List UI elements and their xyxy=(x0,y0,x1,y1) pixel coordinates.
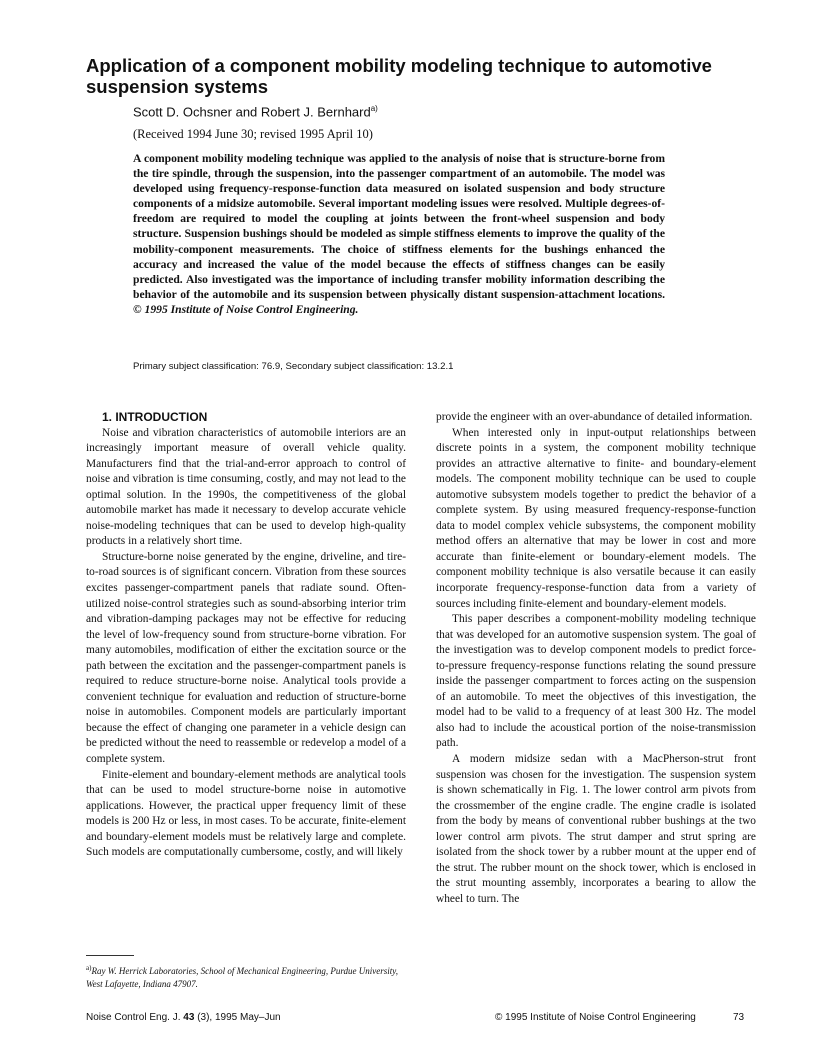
paragraph: A modern midsize sedan with a MacPherson-strut front suspension was chosen for the investigation. The suspension system is shown schematically in Fig. 1. The lower control arm pivots from the crossmember of the engine cradle. The engine cradle is isolated from the body by means of conventional rubber bushings at the two lower control arm pivots. The strut damper and strut spring are isolated from the shock tower by a rubber mount at the upper end of the strut. The rubber mount on the shock tower, which is enclosed in the strut mounting assembly, incorporates a bearing to allow the wheel to turn. The xyxy=(436,753,756,905)
abstract-copyright: © 1995 Institute of Noise Control Engineering. xyxy=(133,302,359,316)
paragraph: Noise and vibration characteristics of automobile interiors are an increasingly important measure of overall vehicle quality. Manufacturers find that the trial-and-error approach to control of noise and vibration is time consuming, costly, and may not lead to the optimal solution. In the 1990s, the competitiveness of the global automobile market has made it necessary to develop accurate vehicle noise-modeling techniques that can be used to develop high-quality products in a relatively short time. xyxy=(86,426,406,548)
footnote-text: Ray W. Herrick Laboratories, School of Mechanical Engineering, Purdue University, West Lafayette, Indiana 47907. xyxy=(86,966,398,989)
left-column xyxy=(86,410,406,861)
right-column xyxy=(436,410,756,908)
paragraph: Finite-element and boundary-element methods are analytical tools that can be used to model structure-borne noise in automotive applications. However, the practical upper frequency limit of these models is 200 Hz or less, in most cases. To be accurate, finite-element and boundary-element models must be relatively large and complete. Such models are computationally cumbersome, costly, and will likely xyxy=(86,768,406,859)
paragraph: When interested only in input-output relationships between discrete points in a system, the component mobility technique provides an attractive alternative to finite- and boundary-element models. The component mobility technique can be used to couple automotive subsystem models together to predict the behavior of a complete system. By using measured frequency-response-function data to model complex vehicle subsystems, the component mobility method offers an alternative that may be lower in cost and more accurate than finite-element or boundary-element models. The component mobility technique is also versatile because it can easily incorporate frequency-response-function data from a variety of sources including finite-element and boundary-element models. xyxy=(436,426,756,610)
author-names: Scott D. Ochsner and Robert J. Bernhard xyxy=(133,104,371,120)
paper-title: Application of a component mobility modeling technique to automotive suspension systems xyxy=(86,55,712,97)
journal-volume: 43 xyxy=(183,1012,195,1023)
footnote-mark: a) xyxy=(86,964,92,972)
affiliation-mark: a) xyxy=(370,104,378,113)
journal-name: Noise Control Eng. J. xyxy=(86,1012,181,1023)
abstract xyxy=(133,151,665,317)
section-heading: 1. INTRODUCTION xyxy=(102,410,208,424)
subject-classification: Primary subject classification: 76.9, Secondary subject classification: 13.2.1 xyxy=(133,361,454,372)
journal-issue: (3), 1995 May–Jun xyxy=(197,1012,281,1023)
paragraph: Structure-borne noise generated by the engine, driveline, and tire-to-road sources is of significant concern. Vibration from these sources excites passenger-compartment panels that radiate sound. Often-utilized noise-control strategies such as sound-absorbing interior trim and vibration-damping packages may not be effective for reducing the level of low-frequency sound from structure-borne vibration. For many automobiles, modification of either the excitation source or the path between the excitation and the passenger-compartment panels is required to reduce structure-borne noise. Analytical tools provide a convenient technique for evaluation and reduction of structure-borne noise in automobiles. Component models are particularly important because the effect of changing one parameter in a vehicle design can be predicted without the need to reassemble or redevelop a model of a complete system. xyxy=(86,550,406,766)
footnote xyxy=(86,962,406,991)
paragraph: This paper describes a component-mobility modeling technique that was developed for an automotive suspension system. The goal of the investigation was to develop component models to predict force-to-pressure frequency-response functions relating the sound pressure inside the passenger compartment to forces acting on the suspension of an automobile. To meet the objectives of this investigation, the model had to be valid to a frequency of at least 300 Hz. The model also had to include the acoustical portion of the noise-transmission path. xyxy=(436,613,756,750)
authors xyxy=(133,104,378,119)
footer-journal xyxy=(86,1012,281,1023)
footnote-divider xyxy=(86,955,134,956)
received-date: (Received 1994 June 30; revised 1995 April 10) xyxy=(133,127,373,141)
paragraph: provide the engineer with an over-abundance of detailed information. xyxy=(436,411,753,423)
footer-copyright: © 1995 Institute of Noise Control Engineering xyxy=(495,1012,696,1023)
abstract-text: A component mobility modeling technique was applied to the analysis of noise that is structure-borne from the tire spindle, through the suspension, into the passenger compartment of an automobile. The model was developed using frequency-response-function data measured on isolated suspension and body structure components of a midsize automobile. Several important modeling issues were resolved. Multiple degrees-of-freedom are required to model the coupling at joints between the front-wheel suspension and body structure. Suspension bushings should be modeled as simple stiffness elements to improve the quality of the mobility-component measurements. The choice of stiffness elements for the bushings enhanced the accuracy and increased the value of the model because the effects of stiffness changes can be easily predicted. Also investigated was the importance of including transfer mobility information describing the behavior of the automobile and its suspension between physically distant suspension-attachment locations. xyxy=(133,152,665,301)
page-number: 73 xyxy=(733,1012,745,1023)
